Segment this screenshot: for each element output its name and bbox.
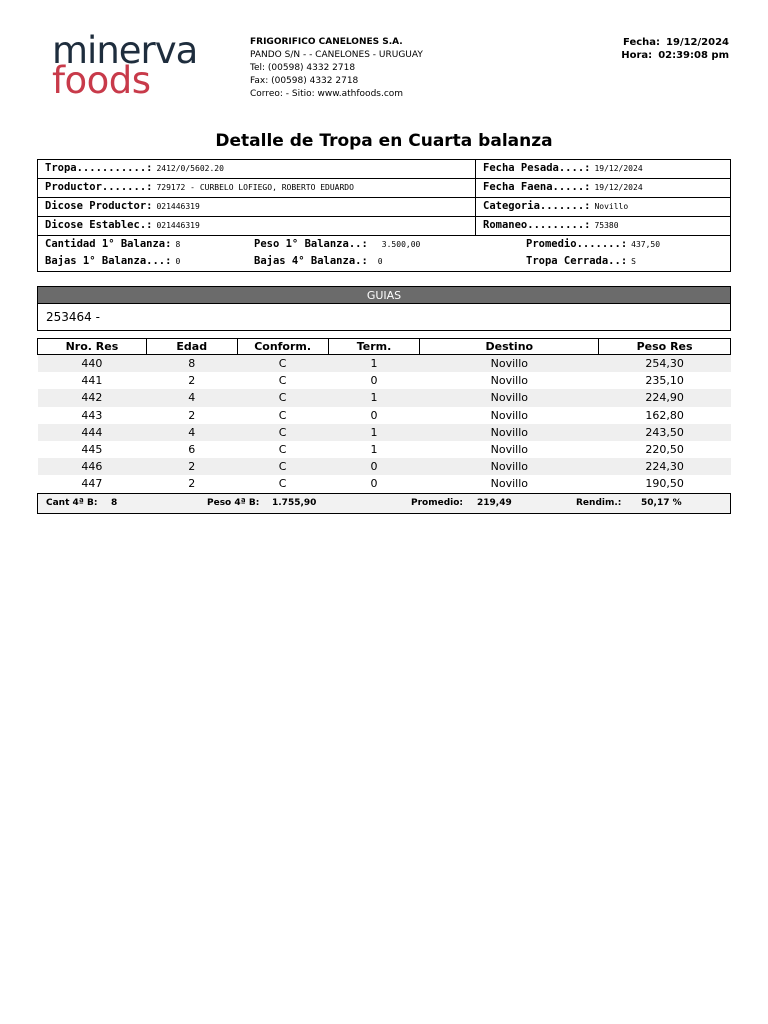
table-cell: 6 bbox=[188, 443, 196, 457]
table-cell: C bbox=[237, 424, 328, 441]
field-label: Tropa...........: bbox=[45, 162, 153, 174]
cantidad-1-balanza-field bbox=[45, 238, 180, 250]
dicose-establec-field bbox=[45, 219, 200, 231]
table-cell: 235,10 bbox=[645, 374, 684, 388]
field-value: 3.500,00 bbox=[381, 240, 421, 249]
categoria-field bbox=[483, 200, 628, 212]
table-cell: 224,90 bbox=[599, 389, 731, 406]
tropa-field bbox=[45, 162, 224, 174]
table-cell: Novillo bbox=[420, 389, 599, 406]
table-cell: 2 bbox=[188, 408, 196, 422]
table-cell: C bbox=[278, 408, 287, 422]
table-cell: Novillo bbox=[490, 477, 528, 491]
page-title: Detalle de Tropa en Cuarta balanza bbox=[215, 131, 553, 151]
col-destino: Destino bbox=[420, 339, 599, 355]
logo-line-2: foods bbox=[52, 59, 151, 103]
table-cell: 0 bbox=[328, 458, 420, 475]
table-cell: Novillo bbox=[490, 374, 528, 388]
guias-header: GUIAS bbox=[37, 286, 731, 304]
field-value: 19/12/2024 bbox=[594, 183, 643, 192]
company-logo bbox=[52, 29, 198, 103]
peso-4b-value: 1.755,90 bbox=[272, 498, 317, 508]
table-cell: 443 bbox=[81, 408, 103, 422]
table-cell: 1 bbox=[328, 424, 420, 441]
field-label: Fecha Faena.....: bbox=[483, 181, 591, 193]
cant-4b-value: 8 bbox=[111, 498, 118, 508]
table-row bbox=[38, 355, 731, 373]
field-label: Dicose Productor: bbox=[45, 200, 153, 212]
logo-line-1: minerva bbox=[52, 29, 198, 72]
table-cell: 1 bbox=[328, 355, 420, 373]
company-address: PANDO S/N - - CANELONES - URUGUAY bbox=[250, 50, 423, 60]
col-conform: Conform. bbox=[237, 339, 328, 355]
field-label: Promedio.......: bbox=[526, 238, 628, 250]
field-label: Romaneo.........: bbox=[483, 219, 591, 231]
table-cell: C bbox=[237, 458, 328, 475]
fecha-pesada-field bbox=[483, 162, 643, 174]
table-cell: 8 bbox=[146, 355, 237, 373]
table-cell: 1 bbox=[370, 443, 378, 457]
hora-label: Hora: bbox=[621, 50, 653, 61]
company-info bbox=[250, 36, 423, 101]
bajas-1-balanza-field bbox=[45, 255, 180, 267]
promedio-label: Promedio: bbox=[411, 498, 464, 508]
field-value: S bbox=[631, 257, 636, 266]
company-mail: Correo: - Sitio: www.athfoods.com bbox=[250, 89, 404, 99]
table-cell: 1 bbox=[328, 389, 420, 406]
field-label: Peso 1° Balanza..: bbox=[254, 238, 368, 250]
guias-value: 253464 - bbox=[37, 304, 731, 331]
table-cell: 445 bbox=[81, 443, 103, 457]
field-label: Categoria.......: bbox=[483, 200, 591, 212]
fecha-label: Fecha: bbox=[623, 37, 661, 48]
dicose-productor-field bbox=[45, 200, 200, 212]
hora-value: 02:39:08 pm bbox=[658, 50, 729, 61]
table-cell: 254,30 bbox=[599, 355, 731, 373]
promedio-value: 219,49 bbox=[477, 498, 512, 508]
table-row bbox=[38, 389, 731, 406]
field-value: 75380 bbox=[594, 221, 619, 230]
table-row bbox=[38, 407, 731, 424]
romaneo-field bbox=[483, 219, 619, 231]
table-cell: 0 bbox=[370, 477, 378, 491]
col-edad: Edad bbox=[146, 339, 237, 355]
promedio-field bbox=[526, 238, 660, 250]
table-cell: C bbox=[278, 443, 287, 457]
bajas-4-balanza-field bbox=[254, 255, 383, 267]
reses-table bbox=[37, 338, 731, 493]
table-cell: 2 bbox=[188, 374, 196, 388]
table-cell: 243,50 bbox=[599, 424, 731, 441]
field-value: 021446319 bbox=[156, 221, 200, 230]
fecha-value: 19/12/2024 bbox=[666, 37, 729, 48]
table-cell: C bbox=[237, 355, 328, 373]
table-cell: 162,80 bbox=[645, 408, 684, 422]
table-cell: 447 bbox=[81, 477, 103, 491]
productor-field bbox=[45, 181, 354, 193]
table-cell: 220,50 bbox=[645, 443, 684, 457]
rendim-label: Rendim.: bbox=[576, 498, 622, 508]
table-cell: 446 bbox=[38, 458, 147, 475]
peso-1-balanza-field bbox=[254, 238, 420, 250]
peso-4b-label: Peso 4ª B: bbox=[207, 498, 260, 508]
table-row bbox=[38, 458, 731, 475]
field-value: 021446319 bbox=[156, 202, 200, 211]
cant-4b-label: Cant 4ª B: bbox=[46, 498, 98, 508]
tropa-cerrada-field bbox=[526, 255, 636, 267]
field-value: 19/12/2024 bbox=[594, 164, 643, 173]
company-fax: Fax: (00598) 4332 2718 bbox=[250, 76, 359, 86]
table-cell: Novillo bbox=[420, 458, 599, 475]
report-datetime bbox=[621, 36, 729, 62]
field-label: Tropa Cerrada..: bbox=[526, 255, 628, 267]
table-cell: Novillo bbox=[420, 424, 599, 441]
field-value: 437,50 bbox=[631, 240, 661, 249]
fecha-faena-field bbox=[483, 181, 643, 193]
table-cell: 2 bbox=[146, 458, 237, 475]
table-header-row bbox=[38, 339, 731, 355]
table-row bbox=[38, 441, 731, 458]
company-name: FRIGORIFICO CANELONES S.A. bbox=[250, 37, 403, 47]
table-cell: 2 bbox=[188, 477, 196, 491]
table-row bbox=[38, 424, 731, 441]
field-label: Cantidad 1° Balanza: bbox=[45, 238, 172, 250]
table-row bbox=[38, 475, 731, 492]
field-label: Productor.......: bbox=[45, 181, 153, 193]
table-cell: 4 bbox=[146, 389, 237, 406]
table-cell: Novillo bbox=[420, 355, 599, 373]
table-cell: 442 bbox=[38, 389, 147, 406]
field-value: 0 bbox=[175, 257, 181, 266]
totals-bar bbox=[37, 493, 731, 514]
table-cell: 0 bbox=[370, 408, 378, 422]
field-value: Novillo bbox=[594, 202, 629, 211]
field-label: Fecha Pesada....: bbox=[483, 162, 591, 174]
field-value: 2412/0/5602.20 bbox=[156, 164, 224, 173]
field-label: Bajas 1° Balanza...: bbox=[45, 255, 172, 267]
rendim-value: 50,17 % bbox=[641, 498, 682, 508]
table-cell: 440 bbox=[38, 355, 147, 373]
field-value: 0 bbox=[377, 257, 383, 266]
col-nro-res: Nro. Res bbox=[38, 339, 147, 355]
table-cell: 441 bbox=[81, 374, 103, 388]
table-cell: 4 bbox=[146, 424, 237, 441]
table-row bbox=[38, 372, 731, 389]
table-cell: 190,50 bbox=[645, 477, 684, 491]
tropa-info-box bbox=[37, 159, 731, 272]
col-term: Term. bbox=[328, 339, 420, 355]
table-cell: 0 bbox=[370, 374, 378, 388]
field-value: 8 bbox=[175, 240, 181, 249]
table-cell: Novillo bbox=[490, 443, 528, 457]
field-label: Dicose Establec.: bbox=[45, 219, 153, 231]
company-tel: Tel: (00598) 4332 2718 bbox=[250, 63, 356, 73]
field-label: Bajas 4° Balanza.: bbox=[254, 255, 368, 267]
table-cell: Novillo bbox=[490, 408, 528, 422]
table-cell: C bbox=[278, 374, 287, 388]
table-cell: 224,30 bbox=[599, 458, 731, 475]
table-cell: C bbox=[278, 477, 287, 491]
col-peso-res: Peso Res bbox=[599, 339, 731, 355]
table-cell: 444 bbox=[38, 424, 147, 441]
table-cell: C bbox=[237, 389, 328, 406]
field-value: 729172 - CURBELO LOFIEGO, ROBERTO EDUARDO bbox=[156, 183, 354, 192]
